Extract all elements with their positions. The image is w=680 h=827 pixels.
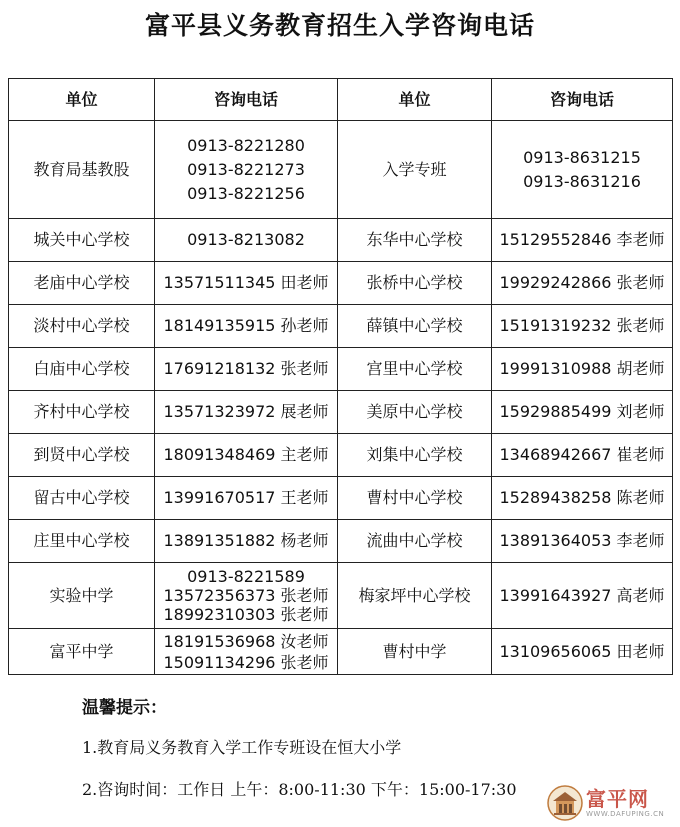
phone-number: 18149135915 孙老师 — [163, 316, 329, 335]
phone-cell — [492, 629, 673, 675]
phone-number: 15929885499 刘老师 — [499, 402, 665, 421]
header-unit: 单位 — [9, 79, 155, 121]
unit-cell: 薛镇中心学校 — [338, 305, 492, 348]
unit-cell: 老庙中心学校 — [9, 262, 155, 305]
phone-number: 13891351882 杨老师 — [163, 531, 329, 550]
phone-cell — [492, 305, 673, 348]
unit-cell: 留古中心学校 — [9, 477, 155, 520]
tip-item: 2.咨询时间：工作日 上午：8:00-11:30 下午：15:00-17:30 — [82, 780, 517, 799]
phone-number: 19929242866 张老师 — [499, 273, 665, 292]
phone-cell — [155, 121, 338, 219]
table-row — [9, 262, 673, 305]
phone-cell — [155, 262, 338, 305]
unit-cell: 齐村中心学校 — [9, 391, 155, 434]
unit-cell: 教育局基教股 — [9, 121, 155, 219]
table-row — [9, 520, 673, 563]
phone-cell — [492, 121, 673, 219]
page-title: 富平县义务教育招生入学咨询电话 — [144, 11, 535, 40]
phone-number: 0913-8221273 — [187, 159, 305, 179]
phone-number: 18191536968 汝老师 — [163, 631, 329, 651]
phone-number: 18992310303 张老师 — [163, 605, 329, 624]
unit-cell: 东华中心学校 — [338, 219, 492, 262]
watermark-url: WWW.DAFUPING.CN — [586, 809, 665, 818]
phone-number: 0913-8221256 — [187, 183, 305, 203]
phone-cell — [492, 434, 673, 477]
table-row — [9, 477, 673, 520]
phone-cell — [492, 477, 673, 520]
table-row — [9, 563, 673, 629]
phone-number: 15129552846 李老师 — [499, 230, 665, 249]
table-row — [9, 391, 673, 434]
phone-number: 13572356373 张老师 — [163, 586, 329, 605]
unit-cell: 城关中心学校 — [9, 219, 155, 262]
watermark-text — [586, 788, 664, 819]
phone-cell — [155, 219, 338, 262]
unit-cell: 曹村中学 — [338, 629, 492, 675]
unit-cell: 美原中心学校 — [338, 391, 492, 434]
phone-number: 19991310988 胡老师 — [499, 359, 665, 378]
unit-cell: 富平中学 — [9, 629, 155, 675]
phone-cell — [492, 563, 673, 629]
phone-cell — [155, 434, 338, 477]
table-header-row — [9, 79, 673, 121]
phone-number: 13891364053 李老师 — [499, 531, 665, 550]
building-logo-icon — [546, 784, 584, 822]
phone-number: 0913-8221589 — [187, 567, 305, 586]
phone-cell — [492, 262, 673, 305]
phone-cell — [155, 477, 338, 520]
phone-cell — [155, 629, 338, 675]
tips-section — [82, 694, 517, 802]
phone-number: 0913-8631215 — [523, 147, 641, 167]
tips-title: 温馨提示： — [82, 698, 167, 718]
unit-cell: 梅家坪中心学校 — [338, 563, 492, 629]
phone-cell — [492, 348, 673, 391]
table-row — [9, 348, 673, 391]
unit-cell: 张桥中心学校 — [338, 262, 492, 305]
unit-cell: 宫里中心学校 — [338, 348, 492, 391]
phone-cell — [492, 219, 673, 262]
phone-cell — [155, 520, 338, 563]
table-row — [9, 305, 673, 348]
phone-number: 13571323972 展老师 — [163, 402, 329, 421]
header-phone: 咨询电话 — [492, 79, 673, 121]
phone-number: 0913-8631216 — [523, 171, 641, 191]
phone-number: 13571511345 田老师 — [163, 273, 329, 292]
unit-cell: 淡村中心学校 — [9, 305, 155, 348]
watermark-name: 富平网 — [586, 786, 649, 811]
unit-cell: 白庙中心学校 — [9, 348, 155, 391]
phone-cell — [155, 563, 338, 629]
table-row — [9, 121, 673, 219]
tip-item: 1.教育局义务教育入学工作专班设在恒大小学 — [82, 738, 402, 757]
phone-cell — [155, 348, 338, 391]
phone-number: 17691218132 张老师 — [163, 359, 329, 378]
phone-number: 13468942667 崔老师 — [499, 445, 665, 464]
unit-cell: 到贤中心学校 — [9, 434, 155, 477]
unit-cell: 流曲中心学校 — [338, 520, 492, 563]
phone-number: 0913-8213082 — [187, 230, 305, 249]
header-unit: 单位 — [338, 79, 492, 121]
contact-table — [8, 78, 673, 675]
table-row — [9, 219, 673, 262]
phone-number: 15091134296 张老师 — [163, 652, 329, 672]
unit-cell: 曹村中心学校 — [338, 477, 492, 520]
phone-number: 13109656065 田老师 — [499, 642, 665, 661]
header-phone: 咨询电话 — [155, 79, 338, 121]
table-row — [9, 629, 673, 675]
phone-number: 15191319232 张老师 — [499, 316, 665, 335]
phone-number: 15289438258 陈老师 — [499, 488, 665, 507]
phone-number: 0913-8221280 — [187, 135, 305, 155]
unit-cell: 刘集中心学校 — [338, 434, 492, 477]
unit-cell: 庄里中心学校 — [9, 520, 155, 563]
phone-cell — [155, 305, 338, 348]
unit-cell: 实验中学 — [9, 563, 155, 629]
unit-cell: 入学专班 — [338, 121, 492, 219]
phone-cell — [155, 391, 338, 434]
phone-number: 18091348469 主老师 — [163, 445, 329, 464]
phone-number: 13991670517 王老师 — [163, 488, 329, 507]
phone-cell — [492, 391, 673, 434]
table-row — [9, 434, 673, 477]
phone-cell — [492, 520, 673, 563]
phone-number: 13991643927 高老师 — [499, 586, 665, 605]
site-watermark — [546, 783, 672, 823]
